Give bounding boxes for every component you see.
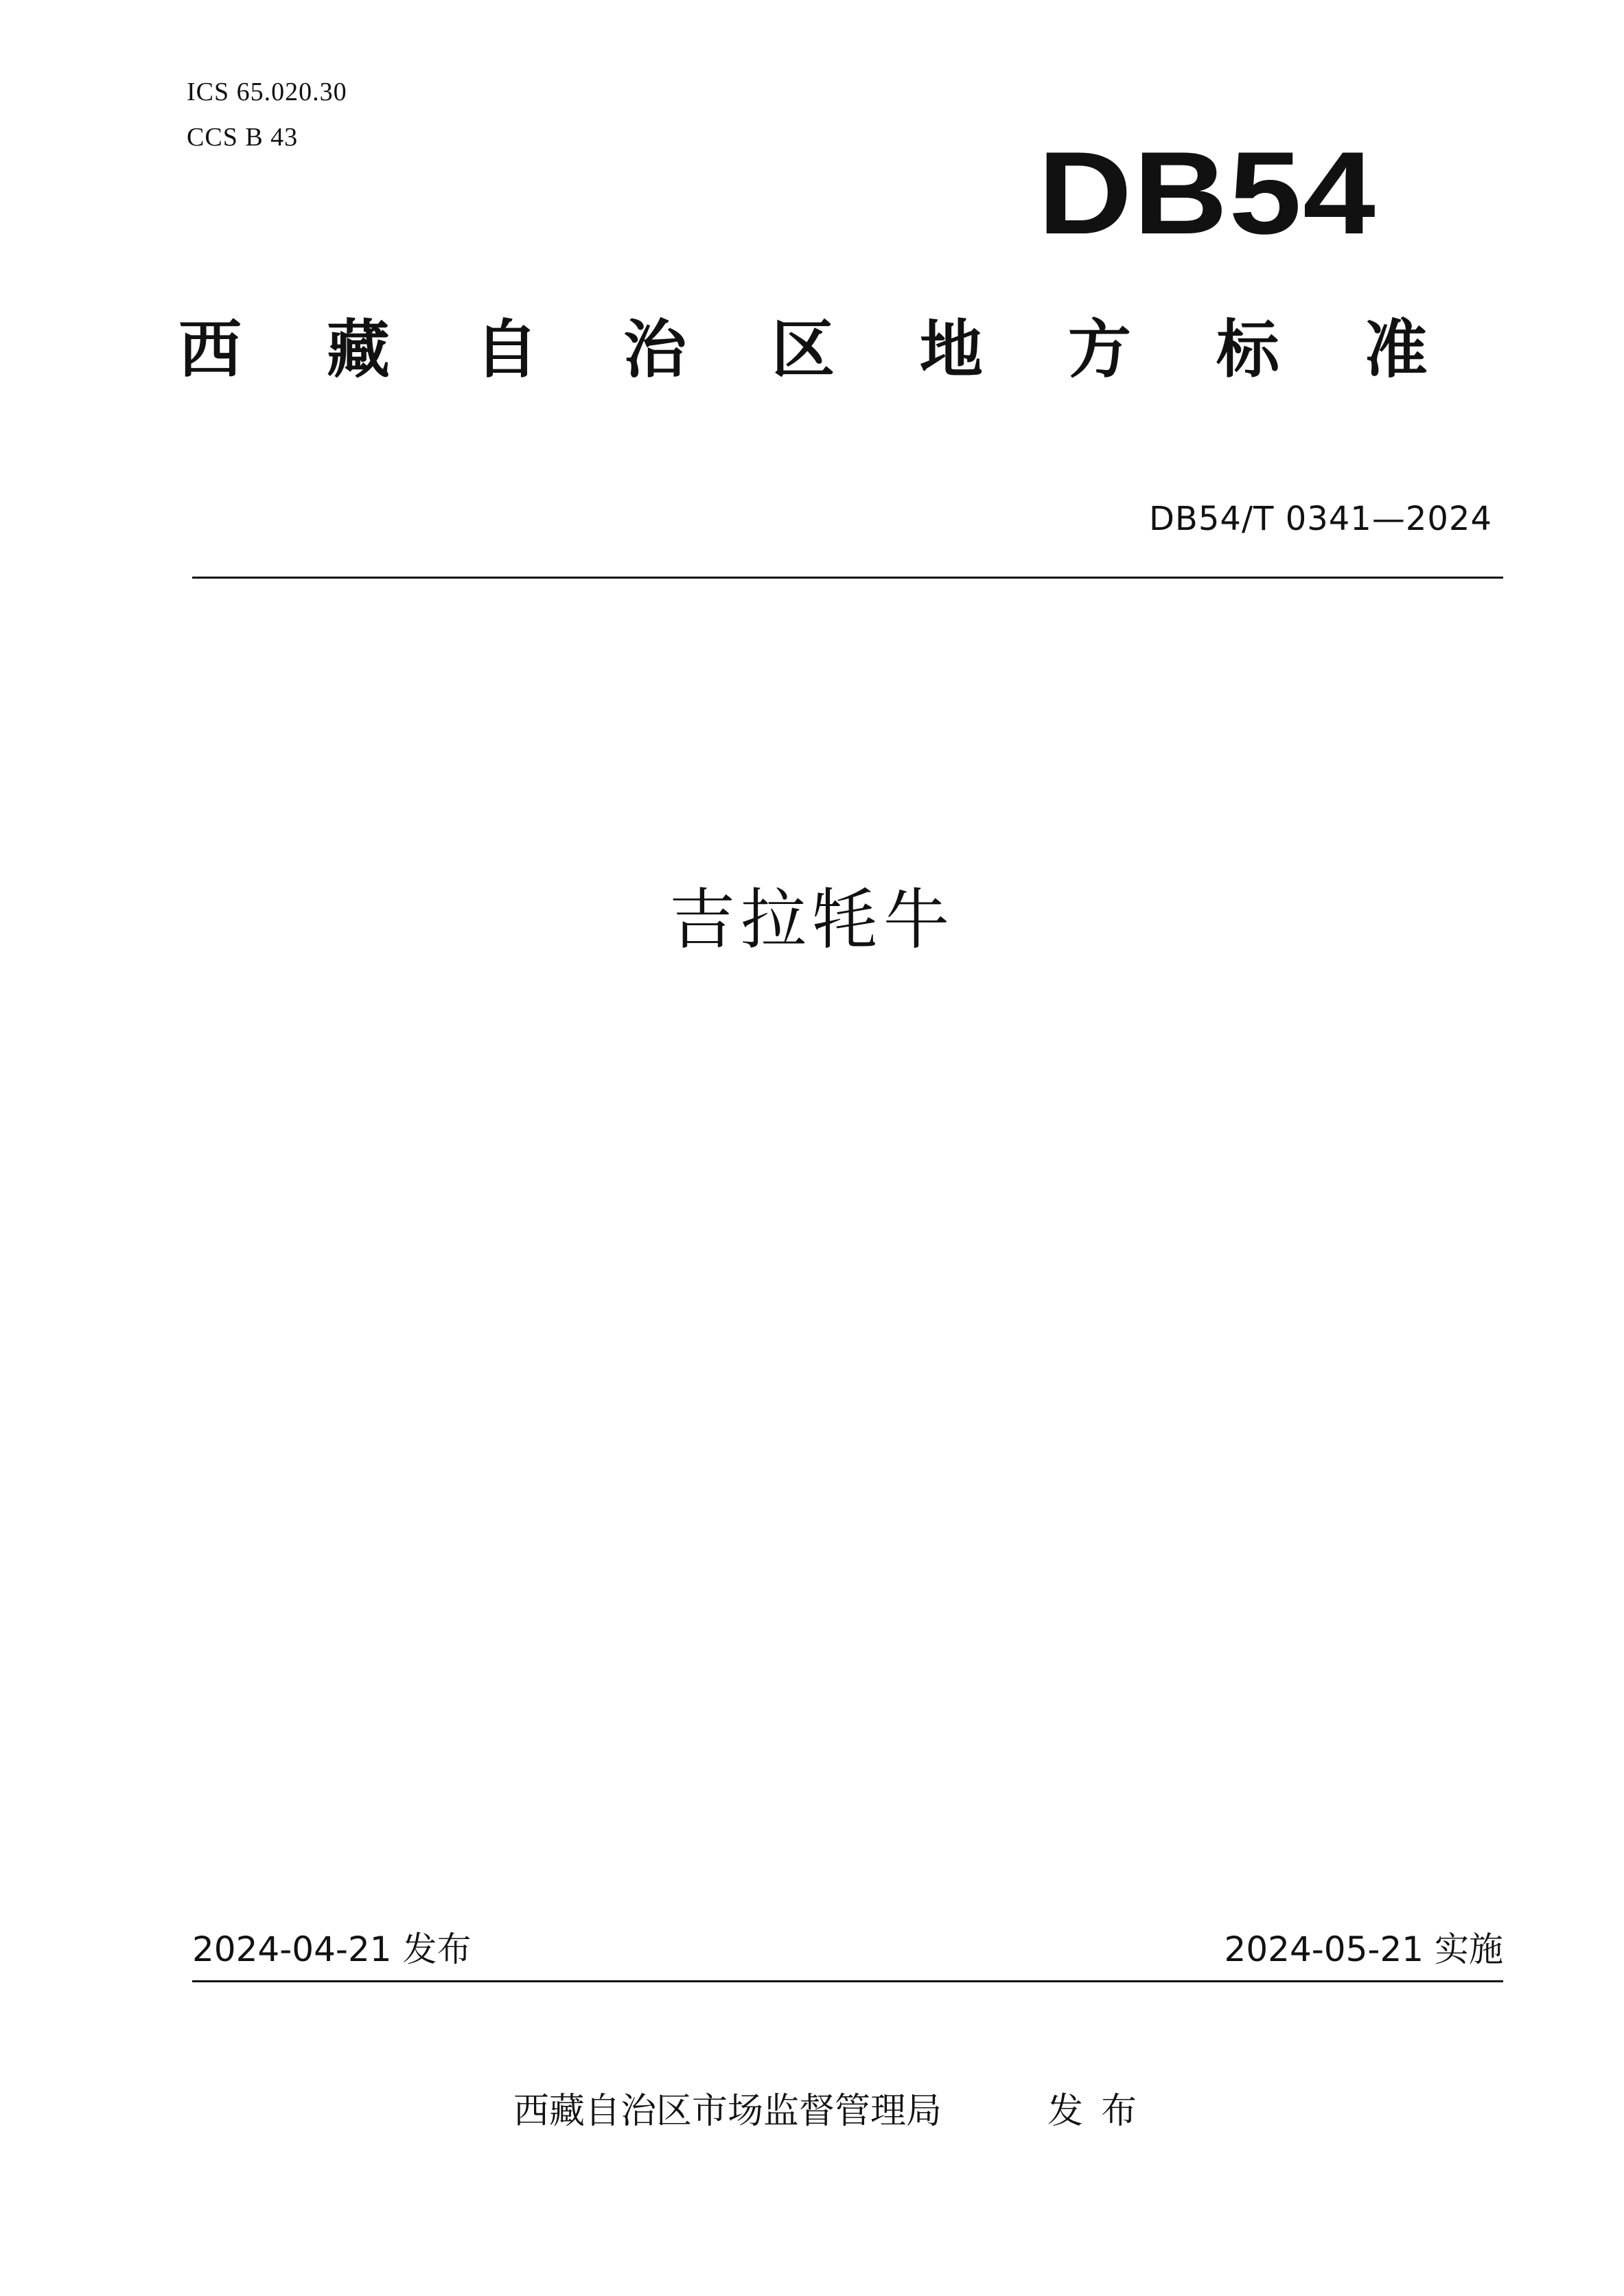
bottom-divider <box>192 1980 1503 1982</box>
standard-title-char: 藏 <box>326 313 390 386</box>
db54-logo: DB54 <box>1038 128 1377 259</box>
standard-number: DB54/T 0341—2024 <box>1148 500 1492 538</box>
standard-title-char: 西 <box>178 313 242 386</box>
standard-title-char: 区 <box>771 313 835 386</box>
standard-title-char: 自 <box>474 313 538 386</box>
ccs-code: CCS B 43 <box>187 123 299 152</box>
issuing-authority: 西藏自治区市场监督管理局 <box>513 2091 942 2132</box>
publish-date: 2024-04-21 发布 <box>192 1929 472 1969</box>
ics-code: ICS 65.020.30 <box>187 78 347 106</box>
document-title: 吉拉牦牛 <box>669 881 955 958</box>
standard-title-char: 准 <box>1364 313 1428 386</box>
standard-category-title <box>178 312 1428 388</box>
top-divider <box>192 577 1503 579</box>
standard-title-char: 方 <box>1067 313 1131 386</box>
standard-title-char: 治 <box>623 313 686 386</box>
issue-label: 发布 <box>1047 2091 1155 2132</box>
implementation-date: 2024-05-21 实施 <box>1224 1929 1503 1969</box>
standard-title-char: 标 <box>1216 313 1279 386</box>
standard-title-char: 地 <box>919 313 983 386</box>
